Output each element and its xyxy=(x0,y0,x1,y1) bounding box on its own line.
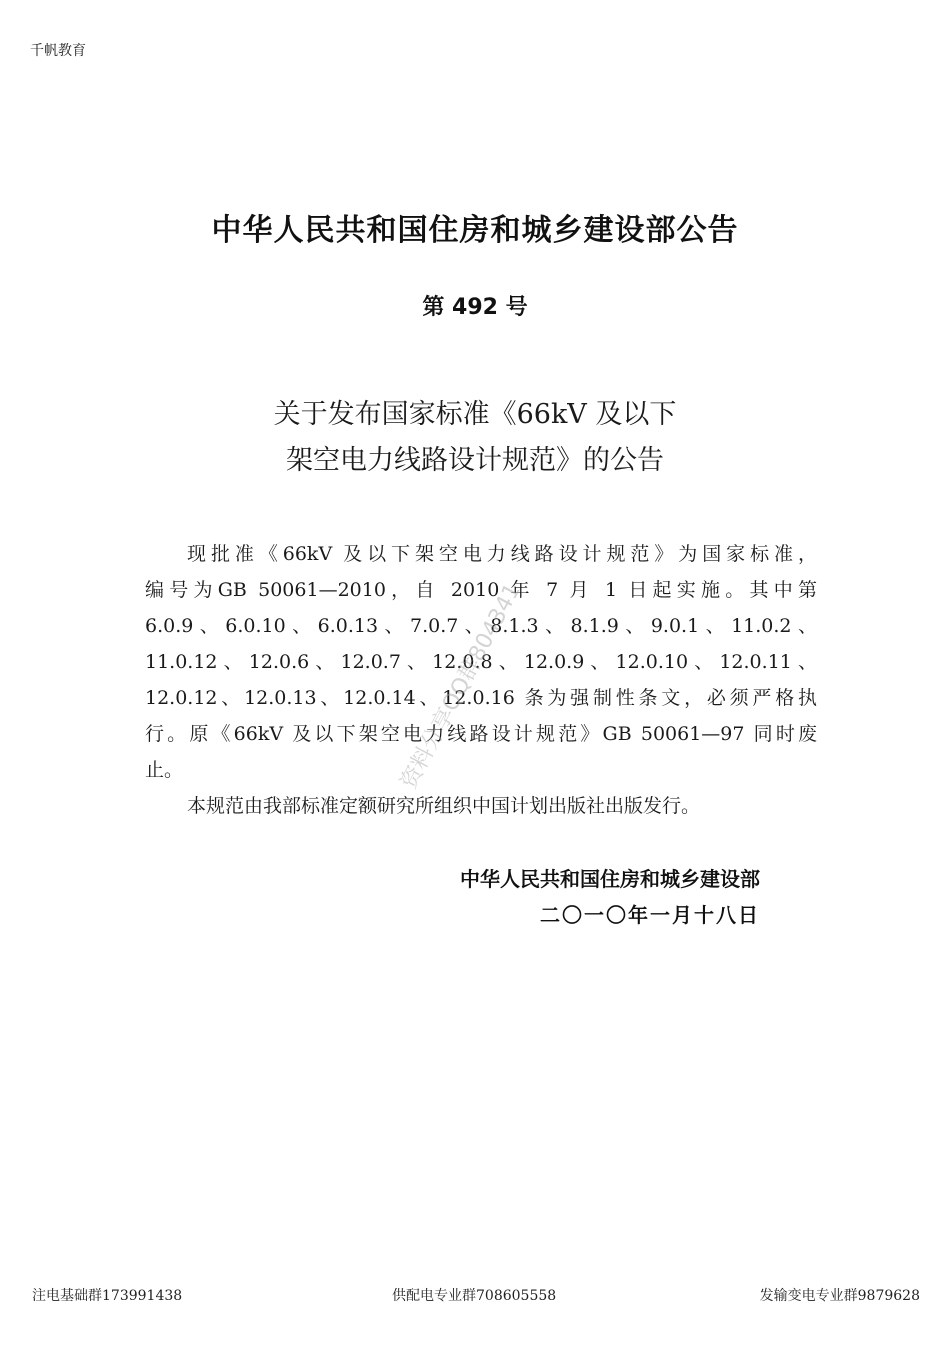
signature-organization: 中华人民共和国住房和城乡建设部 xyxy=(460,867,760,891)
watermark: 资料分享QQ群804341 xyxy=(396,579,526,794)
body-line: 现批准《66kV 及以下架空电力线路设计规范》为国家标准， xyxy=(187,543,817,565)
announcement-subtitle-line-1: 关于发布国家标准《66kV 及以下 xyxy=(273,399,677,430)
announcement-number: 第 492 号 xyxy=(422,295,528,320)
body-paragraph-2 xyxy=(145,788,817,824)
body-line: 12.0.12、12.0.13、12.0.14、12.0.16 条为强制性条文，必须严格执 xyxy=(145,687,817,709)
footer-right: 发输变电专业群9879628 xyxy=(759,1288,920,1304)
footer-center: 供配电专业群708605558 xyxy=(392,1288,557,1304)
signature-date: 二〇一〇年一月十八日 xyxy=(540,903,760,927)
footer-left: 注电基础群173991438 xyxy=(32,1288,183,1304)
body-line: 编号为GB 50061—2010，自 2010 年 7 月 1 日起实施。其中第 xyxy=(145,579,817,601)
body-line: 本规范由我部标准定额研究所组织中国计划出版社出版发行。 xyxy=(187,795,701,817)
body-line: 行。原《66kV 及以下架空电力线路设计规范》GB 50061—97 同时废 xyxy=(145,723,817,745)
announcement-subtitle-line-2: 架空电力线路设计规范》的公告 xyxy=(286,445,664,476)
body-line: 11.0.12、12.0.6、12.0.7、12.0.8、12.0.9、12.0.10、12.0.11、 xyxy=(145,651,817,673)
announcement-title: 中华人民共和国住房和城乡建设部公告 xyxy=(211,213,739,248)
header-mark: 千帆教育 xyxy=(30,43,86,59)
body-line: 止。 xyxy=(145,759,184,781)
body-line: 6.0.9、6.0.10、6.0.13、7.0.7、8.1.3、8.1.9、9.0.1、11.0.2、 xyxy=(145,615,817,637)
body-paragraph-1 xyxy=(145,536,817,788)
